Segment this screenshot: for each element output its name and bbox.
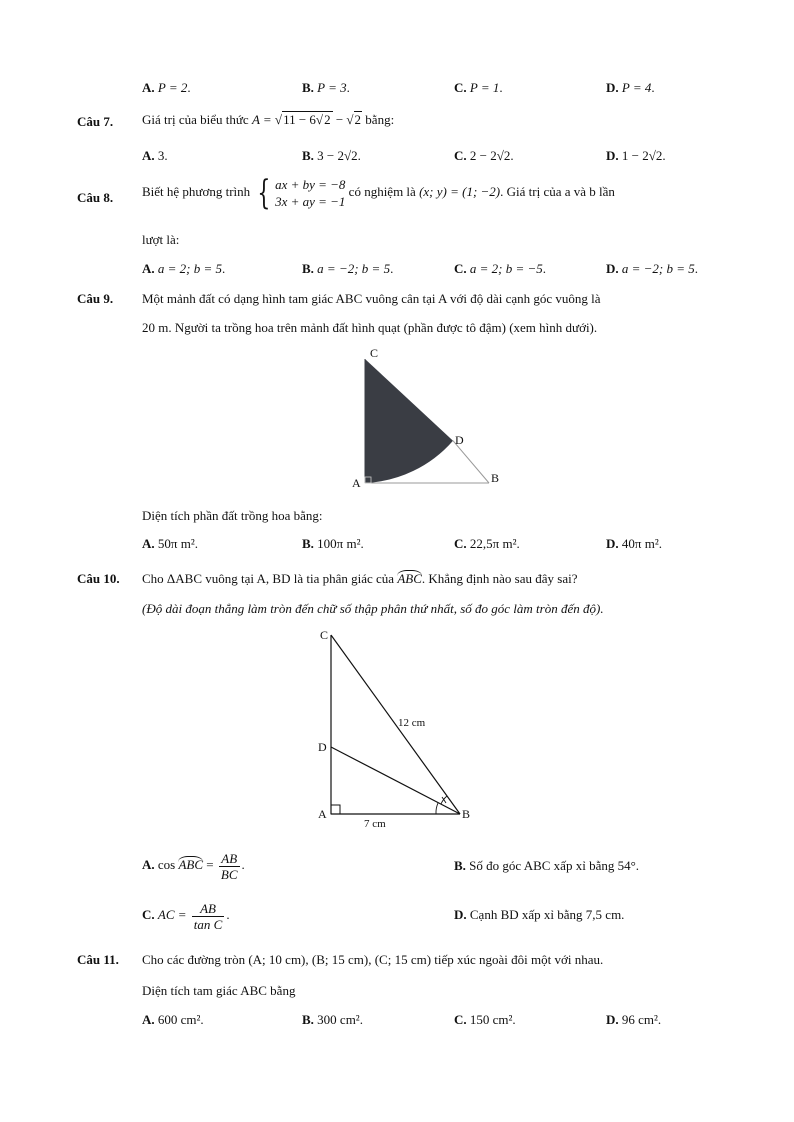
q11-option-a: A. 600 cm². — [142, 1012, 204, 1027]
q9-line2: 20 m. Người ta trồng hoa trên mảnh đất hình quạt (phần được tô đậm) (xem hình dưới). — [142, 320, 598, 335]
q8-text-mid: có nghiệm là — [348, 184, 416, 199]
q10-figure — [312, 625, 482, 835]
q8-option-d: D. a = −2; b = 5. — [606, 261, 699, 276]
q7-stem: Giá trị của biểu thức A = √11 − 6√2 − √2 bằng: — [142, 112, 395, 127]
q11-option-c: C. 150 cm². — [454, 1012, 516, 1027]
q7-option-d: D. 1 − 2√2. — [606, 148, 666, 163]
q8-option-a: A. a = 2; b = 5. — [142, 261, 226, 276]
q10-label-a: A — [318, 807, 327, 821]
q8-option-b: B. a = −2; b = 5. — [302, 261, 394, 276]
q7-text-after: bằng: — [365, 112, 395, 127]
q7-expr-inner-root: 2 — [324, 112, 331, 127]
q10-option-d: D. Cạnh BD xấp xỉ bằng 7,5 cm. — [454, 907, 625, 922]
q11-option-b: B. 300 cm². — [302, 1012, 363, 1027]
q9-option-b: B. 100π m². — [302, 536, 364, 551]
q10-line1-a: Cho ΔABC vuông tại A, BD là tia phân giác của — [142, 571, 395, 586]
q9-label-d: D — [455, 433, 464, 447]
q7-expr-tail-root: 2 — [354, 112, 362, 127]
q7-label: Câu 7. — [77, 114, 114, 129]
q10-segment-bd — [331, 747, 460, 814]
q9-option-d: D. 40π m². — [606, 536, 662, 551]
q8-system — [275, 176, 345, 210]
q10-segment-bc — [331, 635, 460, 814]
q8-line2: lượt là: — [142, 232, 180, 247]
q9-option-a: A. 50π m². — [142, 536, 198, 551]
q8-text-after: . Giá trị của a và b lần — [500, 184, 615, 199]
q10-label-d: D — [318, 740, 327, 754]
q10-angle-arc-1 — [436, 803, 438, 814]
q10-label-c: C — [320, 628, 329, 642]
q11-line1: Cho các đường tròn (A; 10 cm), (B; 15 cm), (C; 15 cm) tiếp xúc ngoài đôi một với nhau. — [142, 952, 604, 967]
q10-option-a: A. cos ABC = $\frac{AB}{BC}$ . — [142, 850, 245, 882]
q7-expr-lhs: A = — [251, 112, 275, 127]
q6-option-c: C. P = 1. — [454, 80, 503, 95]
q8-text-before: Biết hệ phương trình — [142, 184, 251, 199]
q6-option-b: B. P = 3. — [302, 80, 350, 95]
q9-label-b: B — [491, 471, 500, 485]
q10-label-b: B — [462, 807, 471, 821]
q10-label-hyp: 12 cm — [398, 717, 426, 729]
q9-sector — [365, 359, 453, 483]
q7-option-a: A. 3. — [142, 148, 168, 163]
q8-eq1: ax + by = −8 — [275, 177, 346, 193]
q10-label-base: 7 cm — [364, 818, 386, 830]
q9-label: Câu 9. — [77, 291, 114, 306]
q8-label: Câu 8. — [77, 190, 114, 205]
q10-right-angle-mark — [331, 805, 340, 814]
q11-line2: Diện tích tam giác ABC bằng — [142, 983, 296, 998]
q9-question: Diện tích phần đất trồng hoa bằng: — [142, 508, 323, 523]
q8-eq2: 3x + ay = −1 — [275, 194, 346, 210]
q10-option-b: B. Số đo góc ABC xấp xỉ bằng 54°. — [454, 858, 640, 873]
q11-option-d: D. 96 cm². — [606, 1012, 662, 1027]
q11-label: Câu 11. — [77, 952, 119, 967]
q10-line2: (Độ dài đoạn thẳng làm tròn đến chữ số thập phân thứ nhất, số đo góc làm tròn đến độ). — [142, 601, 604, 616]
q10-line1-b: . Khẳng định nào sau đây sai? — [421, 571, 578, 586]
q8-option-c: C. a = 2; b = −5. — [454, 261, 547, 276]
q8-solution: (x; y) = (1; −2) — [419, 184, 501, 199]
q10-option-c: C. AC = $\frac{AB}{\text{tan C}}$ . — [142, 900, 230, 932]
q7-text-before: Giá trị của biểu thức — [142, 112, 249, 127]
q8-system-brace: { — [257, 173, 271, 214]
q10-label: Câu 10. — [77, 571, 120, 586]
q7-option-c: C. 2 − 2√2. — [454, 148, 514, 163]
q9-figure — [345, 345, 505, 490]
q6-option-d: D. P = 4. — [606, 80, 655, 95]
q9-option-c: C. 22,5π m². — [454, 536, 520, 551]
q8-stem — [142, 172, 615, 212]
q7-expr-inner: 11 − 6 — [283, 112, 316, 127]
q9-label-a: A — [352, 476, 361, 490]
q9-segment-db — [453, 441, 489, 483]
q7-expr-tail: − — [332, 112, 347, 127]
q9-label-c: C — [370, 346, 379, 360]
q7-option-b: B. 3 − 2√2. — [302, 148, 361, 163]
q10-line1-angle: ABC — [397, 571, 422, 586]
q10-line1 — [142, 571, 578, 587]
q9-line1: Một mảnh đất có dạng hình tam giác ABC vuông cân tại A với độ dài cạnh góc vuông là — [142, 291, 601, 306]
q6-option-a: A. P = 2. — [142, 80, 191, 95]
